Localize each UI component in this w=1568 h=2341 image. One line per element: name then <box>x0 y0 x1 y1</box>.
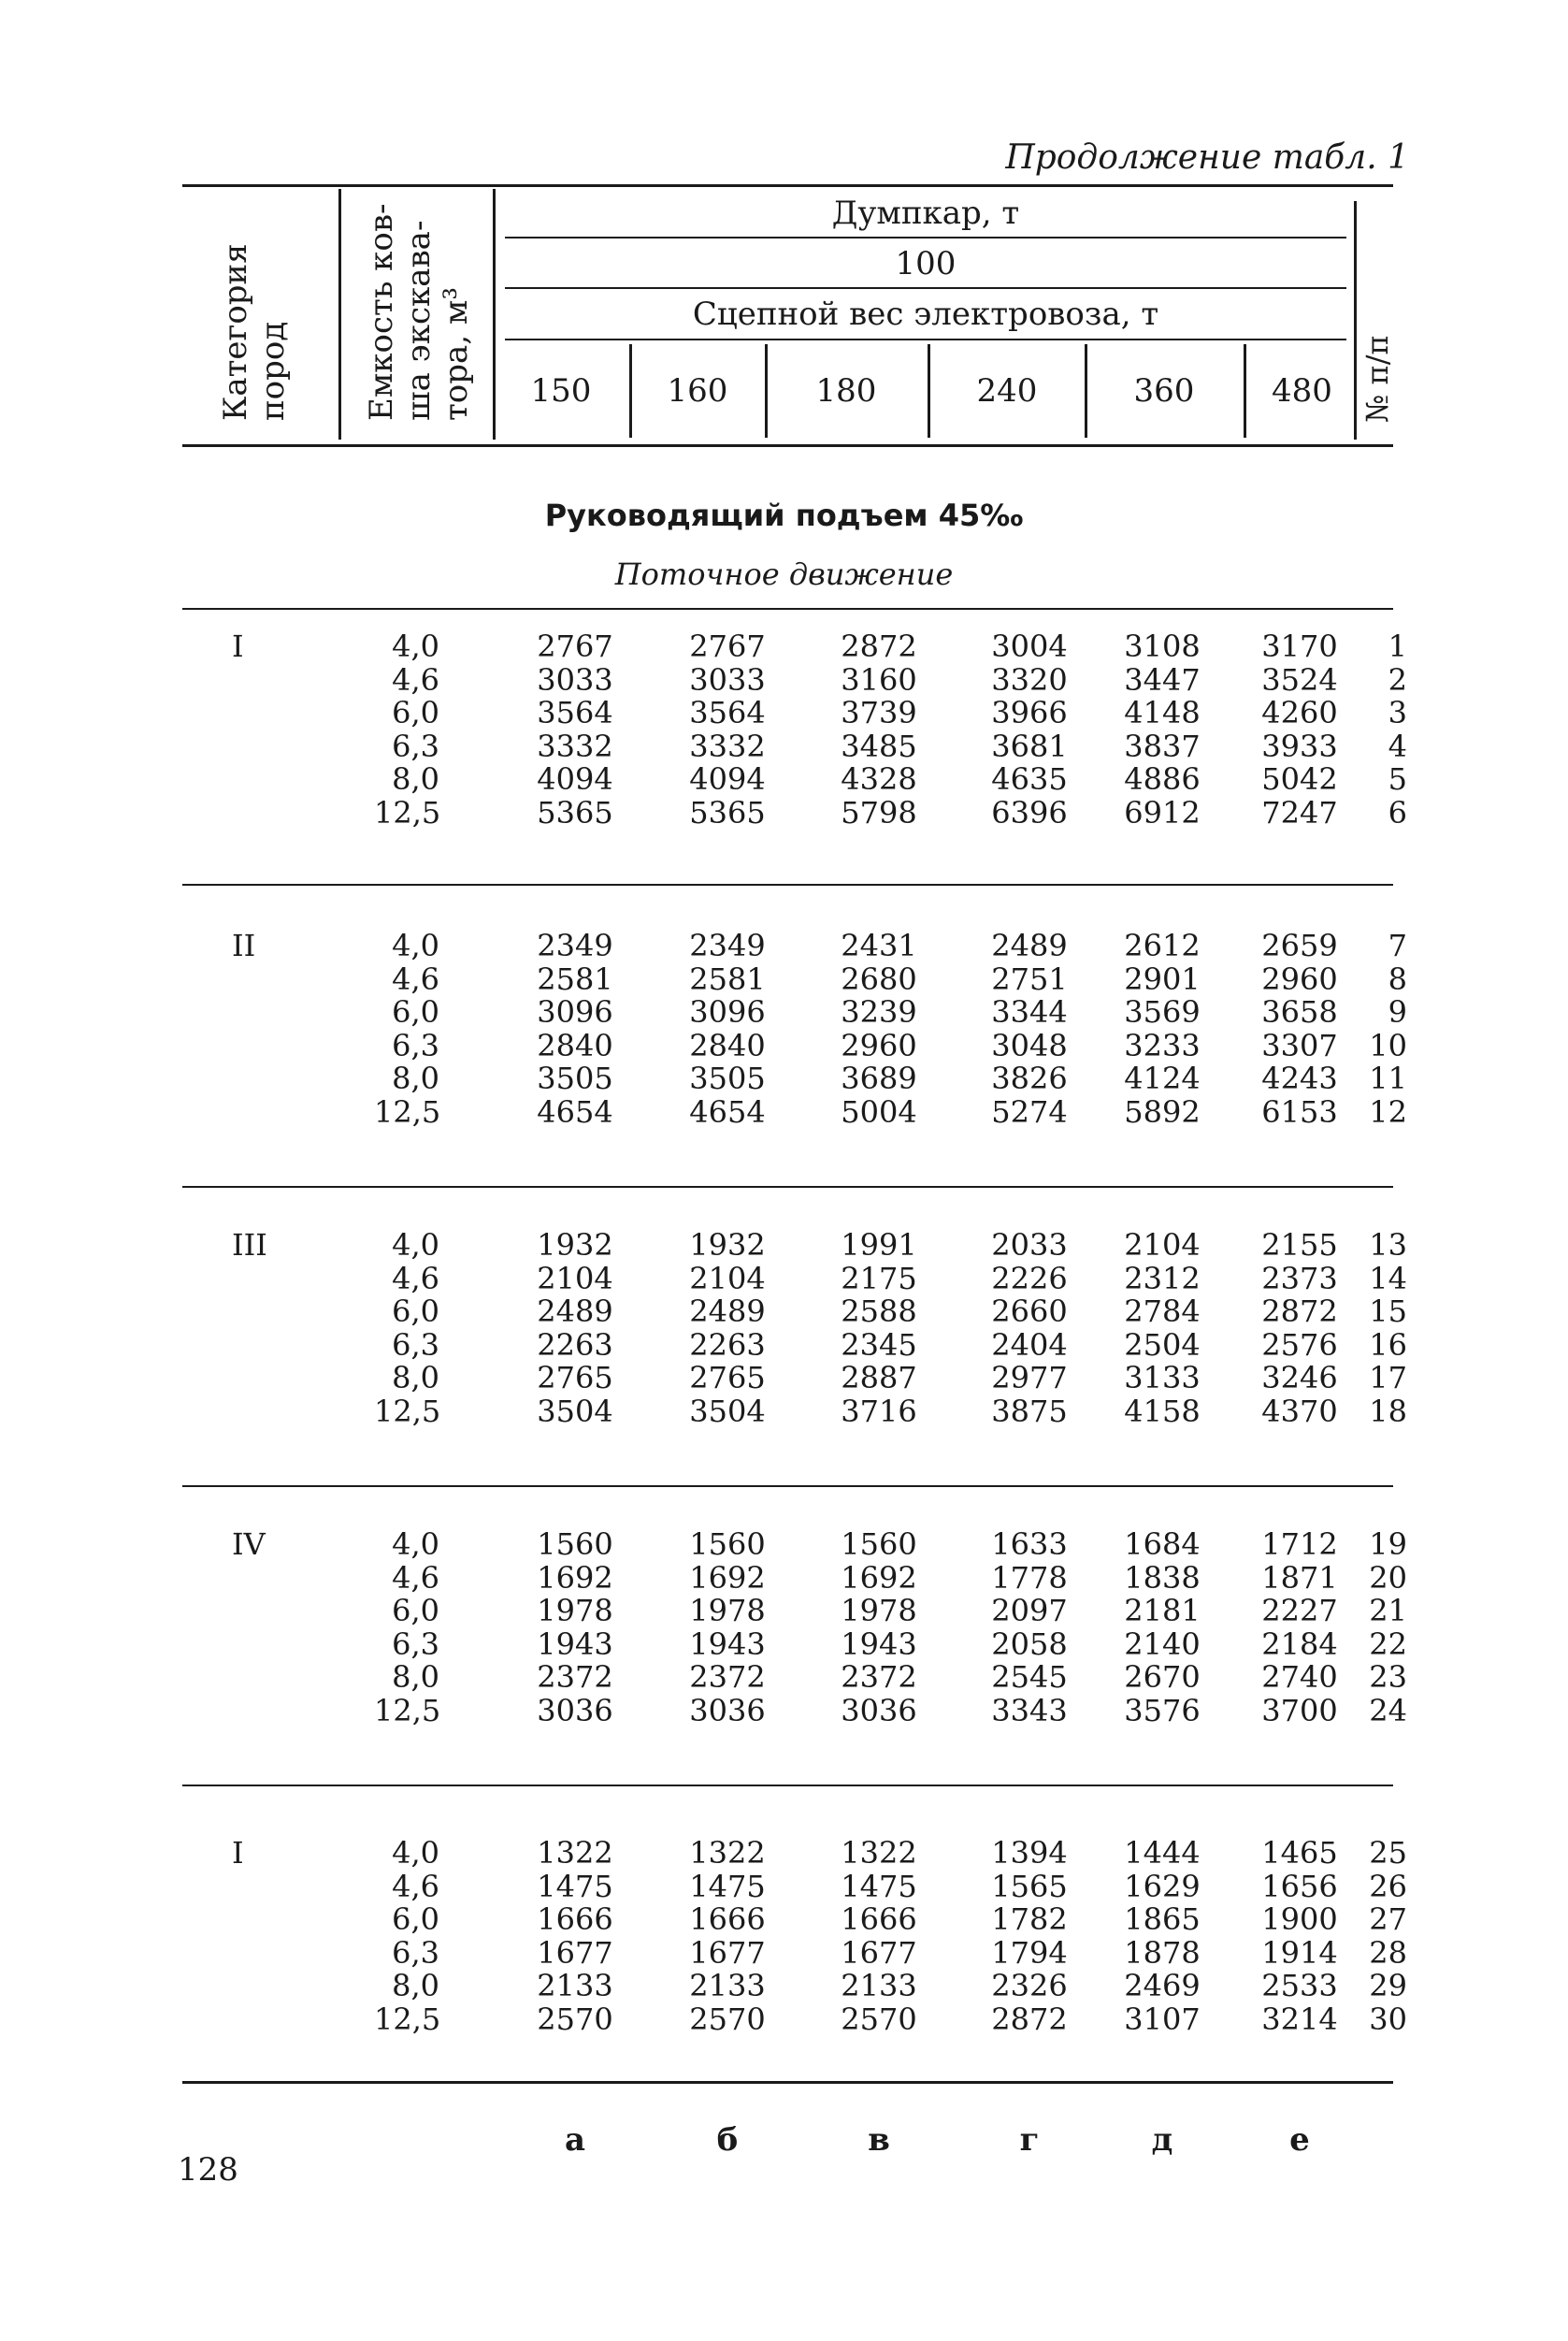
table-cell: 2612 <box>1124 928 1201 963</box>
table-cell: 4094 <box>689 761 766 797</box>
table-cell: 4654 <box>689 1094 766 1130</box>
bucket-capacity: 4,0 <box>392 1835 439 1871</box>
table-cell: 2740 <box>1261 1659 1338 1695</box>
table-cell: 1475 <box>537 1869 613 1904</box>
table-cell: 1900 <box>1261 1901 1338 1937</box>
table-cell: 1978 <box>537 1593 613 1628</box>
table-cell: 1475 <box>689 1869 766 1904</box>
header-bucket-line2: ша экскава- <box>400 220 438 421</box>
table-cell: 3233 <box>1124 1028 1201 1063</box>
table-cell: 5042 <box>1261 761 1338 797</box>
table-cell: 3133 <box>1124 1360 1201 1395</box>
header-divider <box>1354 201 1357 440</box>
table-caption: Продолжение табл. 1 <box>1005 138 1409 177</box>
bucket-capacity: 4,0 <box>392 928 439 963</box>
row-number: 13 <box>1369 1227 1407 1263</box>
header-divider <box>1244 344 1246 438</box>
table-cell: 3048 <box>991 1028 1068 1063</box>
table-cell: 1782 <box>991 1901 1068 1937</box>
table-cell: 1932 <box>689 1227 766 1263</box>
table-cell: 1838 <box>1124 1560 1201 1596</box>
row-number: 5 <box>1388 761 1407 797</box>
table-cell: 3036 <box>841 1693 917 1728</box>
bucket-capacity: 4,6 <box>392 1869 439 1904</box>
table-cell: 2184 <box>1261 1626 1338 1662</box>
table-cell: 3485 <box>841 729 917 764</box>
table-cell: 5274 <box>991 1094 1068 1130</box>
row-number: 2 <box>1388 662 1407 698</box>
bucket-capacity: 12,5 <box>374 795 441 831</box>
table-cell: 2581 <box>537 961 613 997</box>
header-loco-column: 360 <box>1133 372 1195 410</box>
table-cell: 2570 <box>537 2001 613 2037</box>
table-cell: 2133 <box>841 1968 917 2003</box>
table-cell: 2104 <box>537 1261 613 1296</box>
bucket-capacity: 12,5 <box>374 2001 441 2037</box>
header-bottom-rule <box>182 444 1393 447</box>
table-cell: 3447 <box>1124 662 1201 698</box>
row-number: 26 <box>1369 1869 1407 1904</box>
table-cell: 1871 <box>1261 1560 1338 1596</box>
table-cell: 1865 <box>1124 1901 1201 1937</box>
table-cell: 3036 <box>689 1693 766 1728</box>
table-cell: 3658 <box>1261 994 1338 1030</box>
table-cell: 2887 <box>841 1360 917 1395</box>
bucket-capacity: 6,3 <box>392 1028 439 1063</box>
table-cell: 4328 <box>841 761 917 797</box>
table-cell: 2372 <box>841 1659 917 1695</box>
row-number: 21 <box>1369 1593 1407 1628</box>
bucket-capacity: 6,3 <box>392 1327 439 1363</box>
table-cell: 2960 <box>841 1028 917 1063</box>
table-cell: 3504 <box>689 1394 766 1429</box>
bucket-capacity: 4,6 <box>392 662 439 698</box>
table-cell: 4886 <box>1124 761 1201 797</box>
table-cell: 1794 <box>991 1935 1068 1971</box>
table-cell: 2155 <box>1261 1227 1338 1263</box>
table-cell: 3344 <box>991 994 1068 1030</box>
table-cell: 2489 <box>991 928 1068 963</box>
table-cell: 2226 <box>991 1261 1068 1296</box>
table-cell: 2263 <box>537 1327 613 1363</box>
table-cell: 3214 <box>1261 2001 1338 2037</box>
table-cell: 1978 <box>841 1593 917 1628</box>
column-letter: б <box>716 2121 739 2159</box>
row-number: 20 <box>1369 1560 1407 1596</box>
table-cell: 1778 <box>991 1560 1068 1596</box>
table-cell: 3107 <box>1124 2001 1201 2037</box>
table-cell: 6153 <box>1261 1094 1338 1130</box>
category-label: II <box>232 928 256 963</box>
column-letter: д <box>1151 2121 1173 2159</box>
header-divider <box>629 344 632 438</box>
bucket-capacity: 8,0 <box>392 1968 439 2003</box>
header-bucket-line3: тора, м³ <box>438 286 475 421</box>
table-cell: 2545 <box>991 1659 1068 1695</box>
table-cell: 4158 <box>1124 1394 1201 1429</box>
table-cell: 2133 <box>689 1968 766 2003</box>
group-separator <box>182 1785 1393 1786</box>
table-cell: 5798 <box>841 795 917 831</box>
row-number: 15 <box>1369 1293 1407 1329</box>
table-cell: 2349 <box>537 928 613 963</box>
table-cell: 2960 <box>1261 961 1338 997</box>
table-cell: 2659 <box>1261 928 1338 963</box>
row-number: 10 <box>1369 1028 1407 1063</box>
bucket-capacity: 12,5 <box>374 1094 441 1130</box>
table-cell: 1943 <box>689 1626 766 1662</box>
table-cell: 4260 <box>1261 695 1338 730</box>
table-cell: 2372 <box>537 1659 613 1695</box>
table-cell: 1943 <box>841 1626 917 1662</box>
table-cell: 1692 <box>841 1560 917 1596</box>
header-category: Категория пород <box>217 243 292 421</box>
table-cell: 2504 <box>1124 1327 1201 1363</box>
table-cell: 3875 <box>991 1394 1068 1429</box>
table-cell: 1394 <box>991 1835 1068 1871</box>
table-cell: 1666 <box>841 1901 917 1937</box>
table-cell: 1677 <box>841 1935 917 1971</box>
table-cell: 2751 <box>991 961 1068 997</box>
table-cell: 2660 <box>991 1293 1068 1329</box>
table-cell: 2670 <box>1124 1659 1201 1695</box>
table-cell: 2977 <box>991 1360 1068 1395</box>
bucket-capacity: 4,0 <box>392 629 439 664</box>
bucket-capacity: 4,0 <box>392 1526 439 1562</box>
table-cell: 1666 <box>689 1901 766 1937</box>
table-cell: 3716 <box>841 1394 917 1429</box>
table-cell: 2570 <box>689 2001 766 2037</box>
table-cell: 3108 <box>1124 629 1201 664</box>
category-label: IV <box>232 1526 266 1562</box>
row-number: 1 <box>1388 629 1407 664</box>
table-cell: 2489 <box>689 1293 766 1329</box>
column-letter: е <box>1289 2121 1310 2159</box>
header-rule <box>505 237 1346 238</box>
table-cell: 2175 <box>841 1261 917 1296</box>
table-cell: 2104 <box>1124 1227 1201 1263</box>
bucket-capacity: 4,0 <box>392 1227 439 1263</box>
table-cell: 3524 <box>1261 662 1338 698</box>
row-number: 12 <box>1369 1094 1407 1130</box>
header-loco-column: 160 <box>667 372 728 410</box>
header-loco-column: 480 <box>1272 372 1332 410</box>
table-cell: 1444 <box>1124 1835 1201 1871</box>
table-cell: 1475 <box>841 1869 917 1904</box>
row-number: 19 <box>1369 1526 1407 1562</box>
table-cell: 3564 <box>537 695 613 730</box>
section-subtitle: Поточное движение <box>614 556 954 592</box>
row-number: 17 <box>1369 1360 1407 1395</box>
table-cell: 2784 <box>1124 1293 1201 1329</box>
header-dumpcar-value: 100 <box>895 245 957 282</box>
table-cell: 1656 <box>1261 1869 1338 1904</box>
table-cell: 3033 <box>689 662 766 698</box>
row-number: 22 <box>1369 1626 1407 1662</box>
table-cell: 2767 <box>689 629 766 664</box>
table-cell: 1633 <box>991 1526 1068 1562</box>
row-number: 9 <box>1388 994 1407 1030</box>
group-separator <box>182 1485 1393 1487</box>
table-cell: 2140 <box>1124 1626 1201 1662</box>
table-cell: 2373 <box>1261 1261 1338 1296</box>
table-cell: 2097 <box>991 1593 1068 1628</box>
table-cell: 2588 <box>841 1293 917 1329</box>
table-cell: 1322 <box>689 1835 766 1871</box>
table-cell: 3576 <box>1124 1693 1201 1728</box>
table-cell: 3505 <box>537 1061 613 1096</box>
table-cell: 7247 <box>1261 795 1338 831</box>
table-cell: 1677 <box>537 1935 613 1971</box>
table-cell: 3033 <box>537 662 613 698</box>
table-cell: 2767 <box>537 629 613 664</box>
table-cell: 2431 <box>841 928 917 963</box>
table-cell: 4124 <box>1124 1061 1201 1096</box>
table-cell: 1560 <box>537 1526 613 1562</box>
category-label: III <box>232 1227 267 1263</box>
header-divider <box>338 189 341 440</box>
row-number: 28 <box>1369 1935 1407 1971</box>
bucket-capacity: 6,0 <box>392 1901 439 1937</box>
bucket-capacity: 6,0 <box>392 994 439 1030</box>
table-cell: 2576 <box>1261 1327 1338 1363</box>
column-letter: в <box>868 2121 890 2159</box>
bottom-rule <box>182 2081 1393 2084</box>
bucket-capacity: 4,6 <box>392 1261 439 1296</box>
category-label: I <box>232 629 244 664</box>
row-number: 16 <box>1369 1327 1407 1363</box>
table-cell: 6912 <box>1124 795 1201 831</box>
row-number: 18 <box>1369 1394 1407 1429</box>
table-cell: 3036 <box>537 1693 613 1728</box>
table-cell: 2680 <box>841 961 917 997</box>
table-cell: 3320 <box>991 662 1068 698</box>
table-cell: 3681 <box>991 729 1068 764</box>
table-cell: 3826 <box>991 1061 1068 1096</box>
row-number: 25 <box>1369 1835 1407 1871</box>
table-cell: 2901 <box>1124 961 1201 997</box>
table-cell: 5365 <box>689 795 766 831</box>
table-cell: 3332 <box>537 729 613 764</box>
row-number: 30 <box>1369 2001 1407 2037</box>
table-cell: 1914 <box>1261 1935 1338 1971</box>
table-cell: 2263 <box>689 1327 766 1363</box>
bucket-capacity: 6,3 <box>392 729 439 764</box>
group-separator <box>182 884 1393 886</box>
bucket-capacity: 8,0 <box>392 1061 439 1096</box>
table-cell: 1692 <box>537 1560 613 1596</box>
table-cell: 2133 <box>537 1968 613 2003</box>
header-divider <box>765 344 768 438</box>
table-cell: 3700 <box>1261 1693 1338 1728</box>
table-cell: 3505 <box>689 1061 766 1096</box>
bucket-capacity: 6,0 <box>392 1293 439 1329</box>
table-cell: 2372 <box>689 1659 766 1695</box>
table-cell: 3239 <box>841 994 917 1030</box>
table-cell: 2227 <box>1261 1593 1338 1628</box>
bucket-capacity: 12,5 <box>374 1693 441 1728</box>
bucket-capacity: 4,6 <box>392 1560 439 1596</box>
table-cell: 2872 <box>1261 1293 1338 1329</box>
table-cell: 3307 <box>1261 1028 1338 1063</box>
table-cell: 2058 <box>991 1626 1068 1662</box>
table-cell: 3332 <box>689 729 766 764</box>
table-cell: 1932 <box>537 1227 613 1263</box>
table-cell: 2326 <box>991 1968 1068 2003</box>
table-cell: 2570 <box>841 2001 917 2037</box>
bucket-capacity: 8,0 <box>392 1659 439 1695</box>
table-cell: 2840 <box>689 1028 766 1063</box>
bucket-capacity: 12,5 <box>374 1394 441 1429</box>
header-divider <box>928 344 930 438</box>
table-cell: 2581 <box>689 961 766 997</box>
category-label: I <box>232 1835 244 1871</box>
table-cell: 2033 <box>991 1227 1068 1263</box>
table-cell: 2533 <box>1261 1968 1338 2003</box>
table-cell: 2404 <box>991 1327 1068 1363</box>
table-cell: 2765 <box>537 1360 613 1395</box>
table-cell: 6396 <box>991 795 1068 831</box>
table-cell: 2104 <box>689 1261 766 1296</box>
bucket-capacity: 4,6 <box>392 961 439 997</box>
column-letter: г <box>1019 2121 1040 2159</box>
table-cell: 2181 <box>1124 1593 1201 1628</box>
section-title: Руководящий подъем 45‰ <box>544 498 1024 533</box>
row-number: 14 <box>1369 1261 1407 1296</box>
row-number: 4 <box>1388 729 1407 764</box>
table-cell: 3933 <box>1261 729 1338 764</box>
table-cell: 2469 <box>1124 1968 1201 2003</box>
table-cell: 2312 <box>1124 1261 1201 1296</box>
table-cell: 3837 <box>1124 729 1201 764</box>
group-separator <box>182 1186 1393 1188</box>
table-cell: 4243 <box>1261 1061 1338 1096</box>
table-cell: 1991 <box>841 1227 917 1263</box>
table-cell: 2489 <box>537 1293 613 1329</box>
header-loco-column: 240 <box>976 372 1038 410</box>
table-cell: 2345 <box>841 1327 917 1363</box>
bucket-capacity: 6,0 <box>392 695 439 730</box>
row-number: 3 <box>1388 695 1407 730</box>
row-number: 24 <box>1369 1693 1407 1728</box>
bucket-capacity: 6,0 <box>392 1593 439 1628</box>
table-cell: 1677 <box>689 1935 766 1971</box>
page-number: 128 <box>178 2151 238 2189</box>
header-row-number: № п/п <box>1359 335 1395 423</box>
table-cell: 1978 <box>689 1593 766 1628</box>
column-letter: а <box>564 2121 586 2159</box>
table-cell: 3096 <box>689 994 766 1030</box>
row-number: 6 <box>1388 795 1407 831</box>
table-cell: 1560 <box>689 1526 766 1562</box>
table-cell: 3504 <box>537 1394 613 1429</box>
table-cell: 1565 <box>991 1869 1068 1904</box>
table-cell: 4370 <box>1261 1394 1338 1429</box>
table-cell: 4148 <box>1124 695 1201 730</box>
row-number: 7 <box>1388 928 1407 963</box>
table-cell: 3170 <box>1261 629 1338 664</box>
row-number: 27 <box>1369 1901 1407 1937</box>
row-number: 23 <box>1369 1659 1407 1695</box>
table-cell: 3689 <box>841 1061 917 1096</box>
table-cell: 1322 <box>841 1835 917 1871</box>
table-cell: 1878 <box>1124 1935 1201 1971</box>
table-cell: 3096 <box>537 994 613 1030</box>
row-number: 11 <box>1369 1061 1407 1096</box>
header-dumpcar: Думпкар, т <box>831 195 1020 232</box>
table-cell: 1943 <box>537 1626 613 1662</box>
table-cell: 1629 <box>1124 1869 1201 1904</box>
header-loco-column: 150 <box>530 372 592 410</box>
header-loco-column: 180 <box>815 372 877 410</box>
row-number: 29 <box>1369 1968 1407 2003</box>
table-cell: 1684 <box>1124 1526 1201 1562</box>
table-cell: 3739 <box>841 695 917 730</box>
table-cell: 4635 <box>991 761 1068 797</box>
table-cell: 2872 <box>991 2001 1068 2037</box>
table-cell: 1692 <box>689 1560 766 1596</box>
table-cell: 1465 <box>1261 1835 1338 1871</box>
table-cell: 5004 <box>841 1094 917 1130</box>
header-rule <box>505 287 1346 289</box>
header-loco-weight: Сцепной вес электровоза, т <box>692 296 1159 333</box>
table-cell: 3569 <box>1124 994 1201 1030</box>
group-separator <box>182 608 1393 610</box>
table-cell: 2349 <box>689 928 766 963</box>
table-cell: 5892 <box>1124 1094 1201 1130</box>
top-rule <box>182 184 1393 187</box>
table-cell: 3246 <box>1261 1360 1338 1395</box>
table-cell: 2872 <box>841 629 917 664</box>
table-cell: 1712 <box>1261 1526 1338 1562</box>
table-cell: 1322 <box>537 1835 613 1871</box>
bucket-capacity: 6,3 <box>392 1935 439 1971</box>
table-cell: 1666 <box>537 1901 613 1937</box>
bucket-capacity: 8,0 <box>392 761 439 797</box>
table-cell: 3160 <box>841 662 917 698</box>
header-rule <box>505 339 1346 340</box>
row-number: 8 <box>1388 961 1407 997</box>
header-bucket-line1: Емкость ков- <box>363 203 400 421</box>
bucket-capacity: 6,3 <box>392 1626 439 1662</box>
table-cell: 2765 <box>689 1360 766 1395</box>
header-divider <box>1085 344 1087 438</box>
table-cell: 3966 <box>991 695 1068 730</box>
header-divider <box>493 189 496 440</box>
bucket-capacity: 8,0 <box>392 1360 439 1395</box>
table-cell: 3343 <box>991 1693 1068 1728</box>
table-cell: 3004 <box>991 629 1068 664</box>
table-cell: 1560 <box>841 1526 917 1562</box>
table-cell: 5365 <box>537 795 613 831</box>
table-cell: 2840 <box>537 1028 613 1063</box>
table-cell: 4654 <box>537 1094 613 1130</box>
table-cell: 4094 <box>537 761 613 797</box>
table-cell: 3564 <box>689 695 766 730</box>
